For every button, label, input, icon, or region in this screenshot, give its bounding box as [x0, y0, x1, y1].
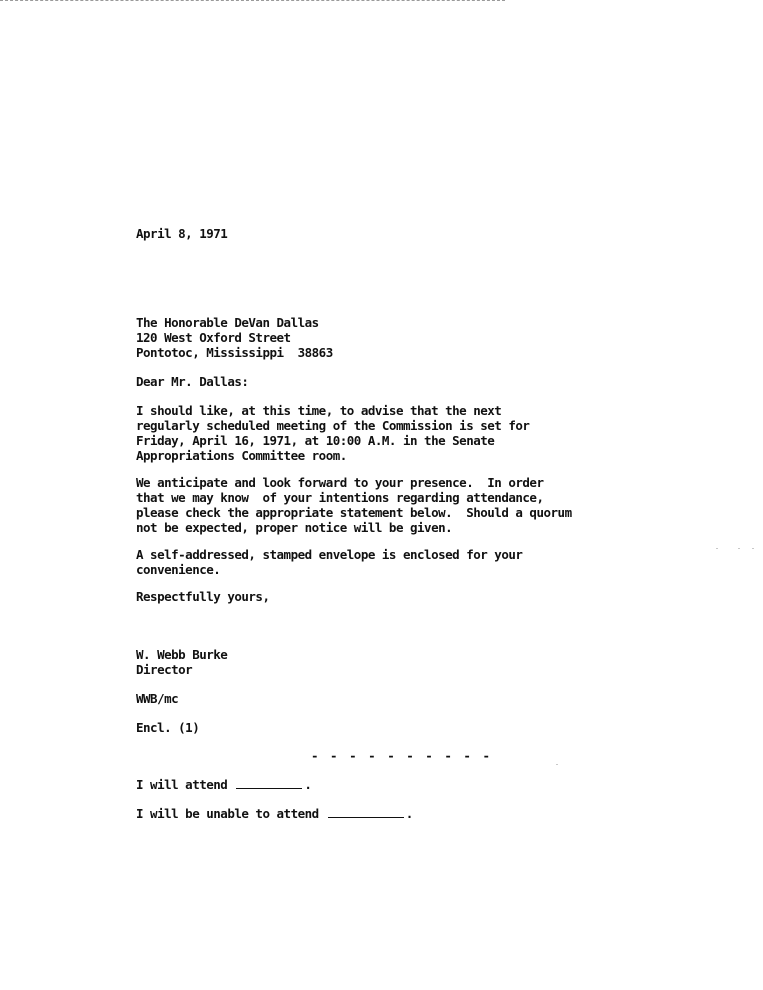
response-unable [136, 806, 413, 821]
recipient-street: 120 West Oxford Street [136, 330, 291, 345]
recipient-city: Pontotoc, Mississippi 38863 [136, 345, 333, 360]
paragraph-meeting-notice [136, 403, 616, 463]
attend-check-blank[interactable] [236, 778, 302, 789]
paragraph-line: Appropriations Committee room. [136, 448, 347, 463]
paragraph-line: please check the appropriate statement below. Should a quorum [136, 505, 572, 520]
paragraph-attendance [136, 475, 616, 535]
scan-speck [716, 548, 718, 549]
response-unable-label: I will be unable to attend [136, 806, 319, 821]
reference-initials: WWB/mc [136, 691, 179, 706]
closing: Respectfully yours, [136, 589, 270, 604]
scan-speck [556, 764, 558, 765]
signer-name: W. Webb Burke [136, 647, 228, 662]
signer-title: Director [136, 662, 193, 677]
unable-check-blank[interactable] [328, 807, 404, 818]
paragraph-line: We anticipate and look forward to your presence. In order [136, 475, 544, 490]
response-attend-label: I will attend [136, 777, 228, 792]
letter-body [136, 226, 616, 735]
cut-line-divider: - - - - - - - - - - [311, 748, 492, 763]
paragraph-line: convenience. [136, 562, 221, 577]
letter-date: April 8, 1971 [136, 226, 228, 241]
paragraph-line: A self-addressed, stamped envelope is enclosed for your [136, 547, 523, 562]
paragraph-line: that we may know of your intentions regarding attendance, [136, 490, 544, 505]
paragraph-line: not be expected, proper notice will be given. [136, 520, 453, 535]
response-attend-period: . [304, 777, 312, 792]
paragraph-envelope [136, 547, 616, 577]
paragraph-line: Friday, April 16, 1971, at 10:00 A.M. in the Senate [136, 433, 495, 448]
signature-block [136, 647, 616, 677]
top-edge-dashes [0, 0, 505, 1]
response-attend [136, 777, 311, 792]
scan-speck [738, 548, 740, 549]
recipient-name: The Honorable DeVan Dallas [136, 315, 319, 330]
response-unable-period: . [405, 806, 413, 821]
paragraph-line: I should like, at this time, to advise that the next [136, 403, 502, 418]
salutation: Dear Mr. Dallas: [136, 374, 249, 389]
recipient-address [136, 315, 616, 360]
enclosure-note: Encl. (1) [136, 720, 200, 735]
scan-speck [752, 548, 754, 549]
paragraph-line: regularly scheduled meeting of the Commission is set for [136, 418, 530, 433]
